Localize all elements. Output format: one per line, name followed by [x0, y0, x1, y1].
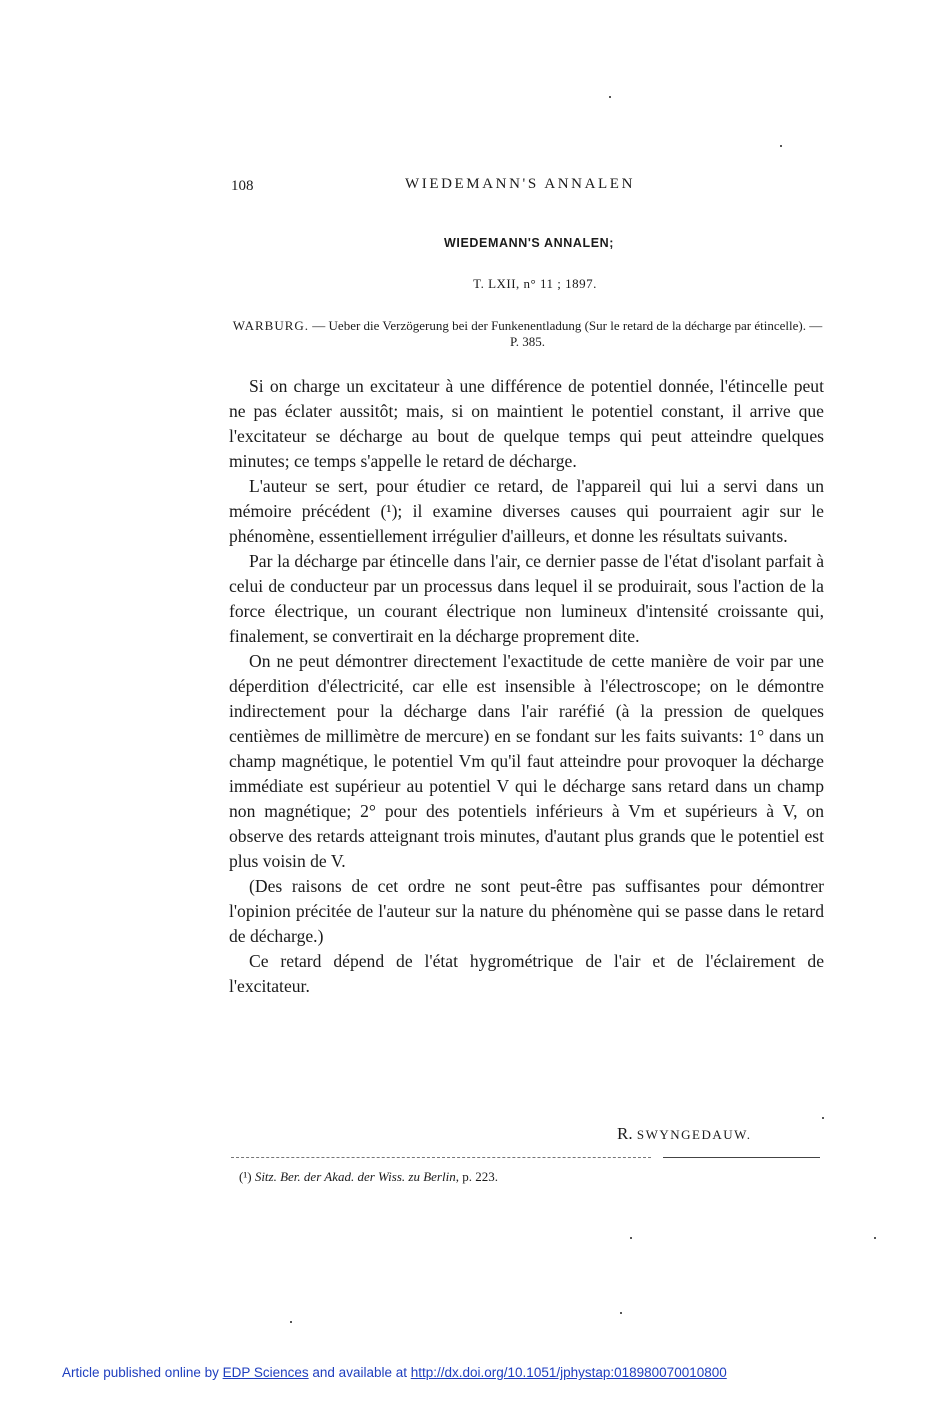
reference-author: WARBURG.	[232, 318, 310, 333]
paragraph: Ce retard dépend de l'état hygrométrique de l'air et de l'éclairement de l'excitateur.	[229, 951, 824, 996]
scan-speck	[780, 145, 782, 147]
signature-name: SWYNGEDAUW.	[636, 1127, 752, 1142]
scan-speck	[874, 1237, 876, 1239]
running-head: WIEDEMANN'S ANNALEN	[405, 176, 636, 192]
volume-info: T. LXII, n° 11 ; 1897.	[473, 276, 597, 291]
publisher-prefix: Article published online by	[62, 1365, 223, 1380]
scan-speck	[630, 1237, 632, 1239]
body-text	[229, 374, 824, 999]
scan-speck	[822, 1117, 824, 1119]
paragraph: (Des raisons de cet ordre ne sont peut-être pas suffisantes pour démontrer l'opinion précitée de l'auteur sur la nature du phénomène qui se passe dans le retard de décharge.)	[229, 876, 824, 946]
paragraph: On ne peut démontrer directement l'exactitude de cette manière de voir par une déperdition d'électricité, car elle est insensible à l'électroscope; on le démontre indirectement pour la décharge dans l'air raréfié (à la pression de quelques centièmes de millimètre de mercure) en se fondant sur les faits suivants: 1° dans un champ magnétique, le potentiel Vm qu'il faut atteindre pour provoquer la décharge immédiate est supérieur au potentiel V qui le décharge sans retard dans un champ non magnétique; 2° pour des potentiels inférieurs à Vm et supérieurs à V, on observe des retards atteignant trois minutes, d'autant plus grands que le potentiel est plus voisin de V.	[229, 651, 824, 871]
reference-text: — Ueber die Verzögerung bei der Funkenentladung (Sur le retard de la décharge par étincelle). — P. 385.	[309, 318, 823, 349]
footnote-source: Sitz. Ber. der Akad. der Wiss. zu Berlin	[254, 1169, 456, 1184]
footnote	[239, 1169, 498, 1185]
footnote-mark: (¹)	[239, 1169, 252, 1184]
article-reference	[231, 318, 824, 350]
publisher-middle: and available at	[308, 1365, 411, 1380]
publisher-notice	[62, 1365, 727, 1380]
signature-initial: R.	[617, 1124, 633, 1143]
paragraph: Si on charge un excitateur à une différence de potentiel donnée, l'étincelle peut ne pas éclater aussitôt; mais, si on maintient le potentiel constant, il arrive que l'excitateur se décharge au bout de quelque temps qui peut atteindre quelques minutes; ce temps s'appelle le retard de décharge.	[229, 376, 824, 471]
publisher-link[interactable]: EDP Sciences	[222, 1365, 309, 1380]
scan-speck	[620, 1312, 622, 1314]
scan-speck	[290, 1321, 292, 1323]
paragraph: L'auteur se sert, pour étudier ce retard, de l'appareil qui lui a servi dans un mémoire précédent (¹); il examine diverses causes qui pourraient agir sur le phénomène, essentiellement irrégulier d'ailleurs, et donne les résultats suivants.	[229, 476, 824, 546]
footnote-separator-right	[663, 1157, 820, 1158]
footnote-separator	[231, 1157, 651, 1158]
paragraph: Par la décharge par étincelle dans l'air, ce dernier passe de l'état d'isolant parfait à celui de conducteur par un processus dans lequel il se produirait, sous l'action de la force électrique, un courant électrique non lumineux d'intensité croissante qui, finalement, se convertirait en la décharge proprement dite.	[229, 551, 824, 646]
footnote-page: , p. 223.	[455, 1169, 498, 1184]
doi-link[interactable]: http://dx.doi.org/10.1051/jphystap:018980070010800	[410, 1365, 727, 1380]
scan-speck	[609, 96, 611, 98]
page-number: 108	[231, 178, 254, 194]
section-title: WIEDEMANN'S ANNALEN;	[443, 236, 615, 250]
signature	[617, 1124, 751, 1144]
